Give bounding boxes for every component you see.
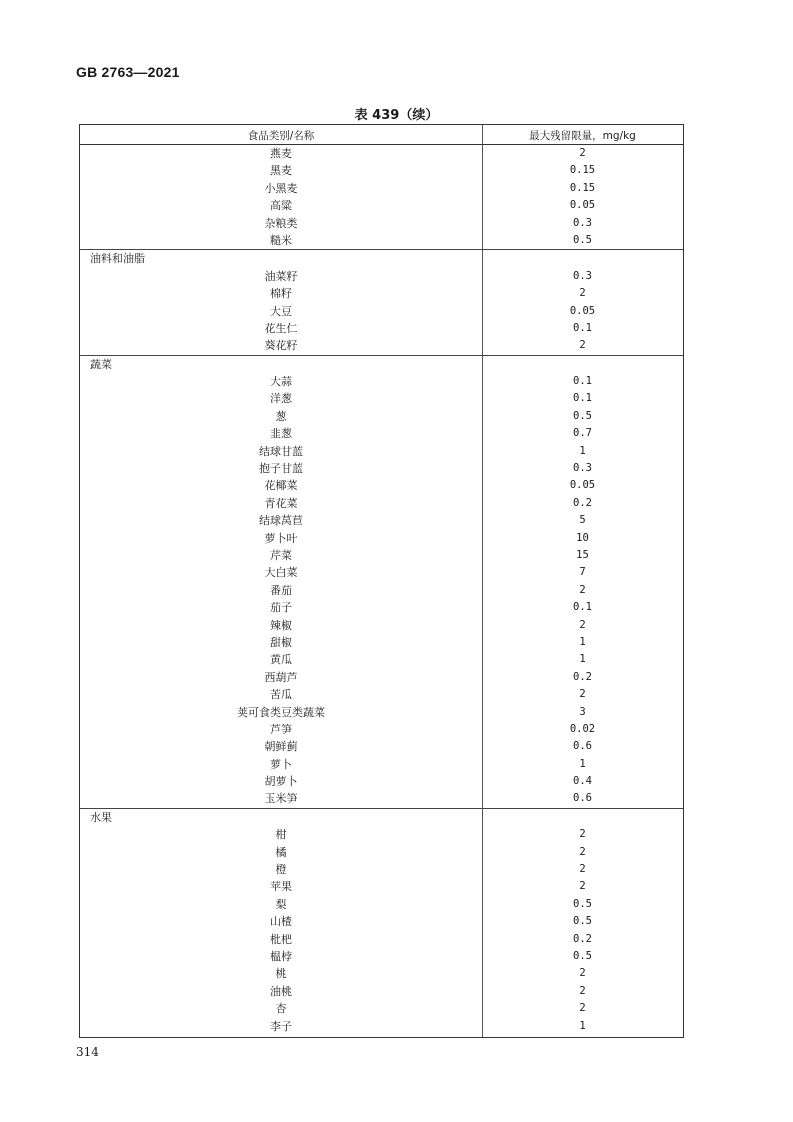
- residue-limit-value: 1: [579, 444, 586, 457]
- food-name: 葱: [275, 409, 287, 423]
- table-row: [80, 721, 683, 738]
- food-name: 荚可食类豆类蔬菜: [237, 705, 325, 719]
- food-name: 油桃: [270, 984, 292, 998]
- residue-limit-value: 0.3: [573, 462, 592, 475]
- table-body: [80, 145, 683, 1035]
- residue-limit-value: 2: [579, 618, 586, 631]
- food-name: 大蒜: [270, 375, 292, 389]
- food-name: 葵花籽: [264, 339, 298, 353]
- residue-limit-value: 0.6: [573, 740, 592, 753]
- residue-limit-value: 0.4: [573, 775, 592, 788]
- residue-limit-value: 0.7: [573, 427, 592, 440]
- food-name: 结球甘蓝: [259, 444, 303, 458]
- table-row: [80, 285, 683, 302]
- residue-limit-value: 2: [579, 287, 586, 300]
- table-row: [80, 913, 683, 930]
- table-row: [80, 931, 683, 948]
- residue-limit-value: 0.15: [569, 164, 596, 177]
- residue-limit-value: 0.5: [573, 949, 592, 962]
- standard-id: GB 2763—2021: [76, 64, 180, 80]
- residue-limit-value: 2: [579, 845, 586, 858]
- table-row: [80, 651, 683, 668]
- residue-limit-value: 2: [579, 880, 586, 893]
- category-row: [80, 355, 683, 373]
- table-row: [80, 425, 683, 442]
- food-name: 韭葱: [270, 427, 292, 441]
- table-row: [80, 983, 683, 1000]
- food-name: 芹菜: [270, 548, 292, 562]
- category-label: 蔬菜: [90, 357, 112, 371]
- food-name: 朝鲜蓟: [264, 740, 298, 754]
- food-name: 萝卜: [270, 757, 292, 771]
- food-name: 桃: [275, 967, 287, 981]
- food-name: 茄子: [270, 601, 292, 615]
- residue-limit-value: 2: [579, 984, 586, 997]
- table-row: [80, 320, 683, 337]
- table-row: [80, 582, 683, 599]
- residue-limit-value: 1: [579, 653, 586, 666]
- food-name: 辣椒: [270, 618, 292, 632]
- table-row: [80, 686, 683, 703]
- residue-limit-value: 2: [579, 147, 586, 159]
- food-name: 玉米笋: [264, 792, 298, 806]
- residue-limit-value: 1: [579, 1019, 586, 1032]
- food-name: 抱子甘蓝: [259, 462, 303, 476]
- food-name: 结球莴苣: [259, 514, 303, 528]
- residue-limit-value: 0.15: [569, 181, 596, 194]
- table-row: [80, 390, 683, 407]
- table-row: [80, 790, 683, 807]
- residue-limit-table: [79, 124, 684, 1038]
- table-row: [80, 965, 683, 982]
- table-row: [80, 826, 683, 843]
- table-row: [80, 337, 683, 354]
- food-name: 糙米: [270, 233, 292, 247]
- food-name: 山楂: [270, 915, 292, 929]
- residue-limit-value: 0.5: [573, 409, 592, 422]
- food-name: 青花菜: [264, 496, 298, 510]
- table-row: [80, 634, 683, 651]
- table-row: [80, 197, 683, 214]
- residue-limit-value: 2: [579, 967, 586, 980]
- table-row: [80, 773, 683, 790]
- food-name: 柑: [275, 828, 287, 842]
- food-name: 黄瓜: [270, 653, 292, 667]
- residue-limit-value: 2: [579, 863, 586, 876]
- table-row: [80, 162, 683, 179]
- residue-limit-value: 1: [579, 635, 586, 648]
- residue-limit-value: 0.05: [569, 199, 596, 212]
- table-row: [80, 896, 683, 913]
- table-row: [80, 180, 683, 197]
- food-name: 杂粮类: [264, 216, 298, 230]
- food-name: 梨: [275, 897, 287, 911]
- residue-limit-value: 0.5: [573, 897, 592, 910]
- residue-limit-value: 0.05: [569, 479, 596, 492]
- residue-limit-value: 0.05: [569, 304, 596, 317]
- residue-limit-value: 0.02: [569, 722, 596, 735]
- residue-limit-value: 0.2: [573, 670, 592, 683]
- table-row: [80, 599, 683, 616]
- residue-limit-value: 3: [579, 705, 586, 718]
- table-row: [80, 669, 683, 686]
- food-name: 小黑麦: [264, 181, 298, 195]
- food-name: 棉籽: [270, 287, 292, 301]
- residue-limit-value: 2: [579, 1002, 586, 1015]
- table-row: [80, 1018, 683, 1035]
- residue-limit-value: 2: [579, 583, 586, 596]
- table-row: [80, 495, 683, 512]
- residue-limit-value: 0.2: [573, 496, 592, 509]
- category-row: [80, 249, 683, 267]
- food-name: 榅桲: [270, 949, 292, 963]
- food-name: 杏: [275, 1002, 287, 1016]
- food-name: 黑麦: [270, 164, 292, 178]
- residue-limit-value: 0.1: [573, 321, 592, 334]
- residue-limit-value: 0.3: [573, 269, 592, 282]
- food-name: 李子: [270, 1019, 292, 1033]
- category-label: 水果: [90, 810, 112, 824]
- residue-limit-value: 5: [579, 514, 586, 527]
- residue-limit-value: 2: [579, 339, 586, 352]
- table-row: [80, 268, 683, 285]
- residue-limit-value: 7: [579, 566, 586, 579]
- residue-limit-value: 1: [579, 757, 586, 770]
- table-title: 表 439（续）: [354, 108, 439, 123]
- food-name: 芦笋: [270, 722, 292, 736]
- residue-limit-value: 2: [579, 828, 586, 841]
- food-name: 甜椒: [270, 635, 292, 649]
- food-name: 橘: [275, 845, 287, 859]
- table-row: [80, 460, 683, 477]
- table-row: [80, 878, 683, 895]
- table-row: [80, 408, 683, 425]
- food-name: 油菜籽: [264, 269, 298, 283]
- table-row: [80, 477, 683, 494]
- food-name: 洋葱: [270, 392, 292, 406]
- residue-limit-value: 0.1: [573, 601, 592, 614]
- food-name: 大豆: [270, 304, 292, 318]
- residue-limit-value: 10: [576, 531, 589, 544]
- food-name: 胡萝卜: [264, 775, 298, 789]
- table-row: [80, 530, 683, 547]
- residue-limit-value: 0.6: [573, 792, 592, 805]
- food-name: 苹果: [270, 880, 292, 894]
- food-name: 萝卜叶: [264, 531, 298, 545]
- food-name: 花生仁: [264, 321, 298, 335]
- food-name: 苦瓜: [270, 688, 292, 702]
- residue-limit-value: 0.3: [573, 216, 592, 229]
- table-row: [80, 145, 683, 162]
- food-name: 大白菜: [264, 566, 298, 580]
- table-row: [80, 512, 683, 529]
- residue-limit-value: 0.1: [573, 392, 592, 405]
- table-row: [80, 1000, 683, 1017]
- header-max-residue-limit: 最大残留限量，mg/kg: [529, 130, 636, 142]
- table-row: [80, 232, 683, 249]
- table-row: [80, 303, 683, 320]
- food-name: 枇杷: [270, 932, 292, 946]
- residue-limit-value: 0.5: [573, 915, 592, 928]
- header-food-category: 食品类别/名称: [247, 130, 315, 142]
- food-name: 花椰菜: [264, 479, 298, 493]
- food-name: 橙: [275, 863, 287, 877]
- table-row: [80, 564, 683, 581]
- residue-limit-value: 2: [579, 688, 586, 701]
- table-row: [80, 617, 683, 634]
- table-row: [80, 861, 683, 878]
- table-row: [80, 547, 683, 564]
- table-row: [80, 738, 683, 755]
- table-header: [80, 125, 683, 145]
- residue-limit-value: 15: [576, 548, 589, 561]
- table-row: [80, 704, 683, 721]
- residue-limit-value: 0.2: [573, 932, 592, 945]
- food-name: 燕麦: [270, 147, 292, 160]
- table-row: [80, 443, 683, 460]
- food-name: 高粱: [270, 199, 292, 213]
- food-name: 西葫芦: [264, 670, 298, 684]
- food-name: 番茄: [270, 583, 292, 597]
- page-number: 314: [76, 1045, 99, 1059]
- residue-limit-value: 0.1: [573, 375, 592, 388]
- table-row: [80, 844, 683, 861]
- residue-limit-value: 0.5: [573, 233, 592, 246]
- table-row: [80, 948, 683, 965]
- table-row: [80, 756, 683, 773]
- category-row: [80, 808, 683, 826]
- table-row: [80, 215, 683, 232]
- table-row: [80, 373, 683, 390]
- category-label: 油料和油脂: [90, 252, 145, 266]
